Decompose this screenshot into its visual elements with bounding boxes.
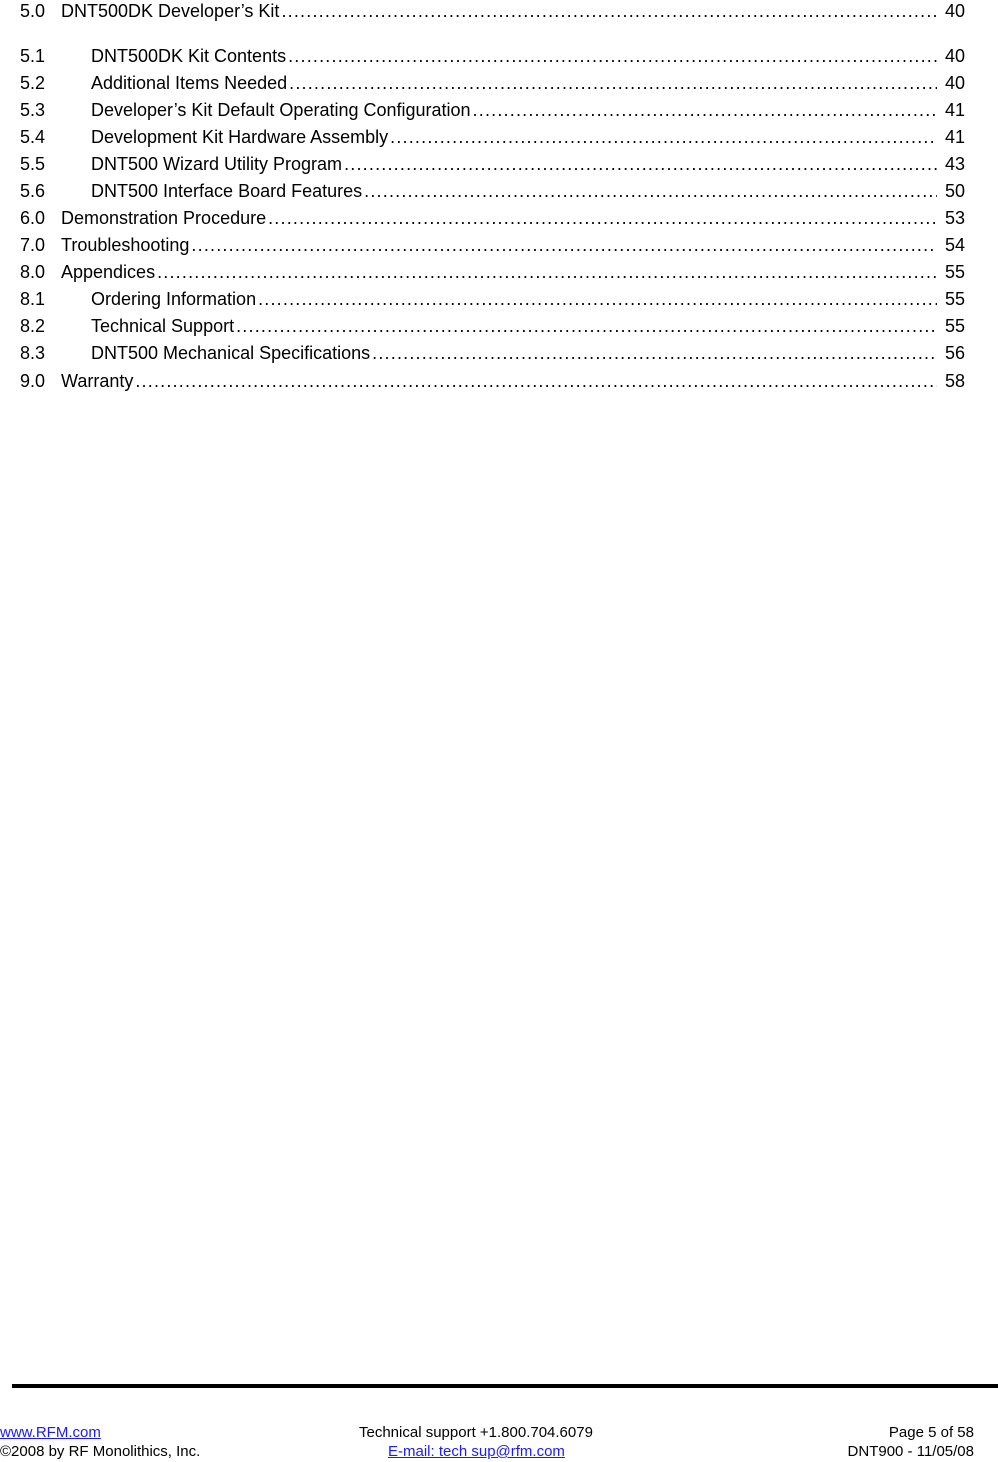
toc-page-number: 43	[944, 154, 965, 174]
toc-title: Technical Support	[91, 316, 235, 336]
toc-title: DNT500 Wizard Utility Program	[91, 154, 343, 174]
toc-number: 5.4	[20, 127, 46, 147]
toc-entry[interactable]	[20, 99, 965, 121]
toc-number: 8.3	[20, 343, 46, 363]
toc-number: 7.0	[20, 235, 46, 255]
copyright-text: ©2008 by RF Monolithics, Inc.	[0, 1443, 201, 1460]
toc-number: 5.0	[20, 1, 46, 21]
toc-number: 5.6	[20, 181, 46, 201]
toc-entry[interactable]	[20, 342, 965, 364]
toc-page-number: 41	[944, 127, 965, 147]
toc-number: 8.0	[20, 262, 46, 282]
toc-leader	[288, 45, 937, 67]
toc-leader	[473, 99, 937, 121]
footer-divider	[12, 1384, 998, 1388]
toc-entry[interactable]	[20, 180, 965, 202]
toc-entry[interactable]	[20, 261, 965, 283]
toc-page-number: 56	[944, 343, 965, 363]
toc-number: 9.0	[20, 371, 46, 391]
toc-title: Demonstration Procedure	[61, 208, 267, 228]
toc-page-number: 40	[944, 73, 965, 93]
document-id: DNT900 - 11/05/08	[847, 1443, 974, 1460]
toc-leader	[236, 315, 937, 337]
toc-entry[interactable]	[20, 234, 965, 256]
toc-number: 5.2	[20, 73, 46, 93]
toc-leader	[289, 72, 937, 94]
toc-page-number: 55	[944, 316, 965, 336]
toc-title: Developer’s Kit Default Operating Configuration	[91, 100, 471, 120]
toc-page-number: 53	[944, 208, 965, 228]
toc-title: DNT500DK Developer’s Kit	[61, 1, 280, 21]
toc-number: 6.0	[20, 208, 46, 228]
toc-page-number: 55	[944, 289, 965, 309]
toc-title: Ordering Information	[91, 289, 257, 309]
toc-entry[interactable]	[20, 153, 965, 175]
toc-title: Troubleshooting	[61, 235, 190, 255]
toc-entry[interactable]	[20, 288, 965, 310]
support-phone: Technical support +1.800.704.6079	[359, 1424, 593, 1441]
toc-entry[interactable]	[20, 72, 965, 94]
toc-title: DNT500 Interface Board Features	[91, 181, 363, 201]
toc-number: 5.5	[20, 154, 46, 174]
toc-entry[interactable]	[20, 370, 965, 392]
toc-page-number: 55	[944, 262, 965, 282]
toc-page-number: 58	[944, 371, 965, 391]
toc-entry[interactable]	[20, 315, 965, 337]
toc-number: 8.1	[20, 289, 46, 309]
toc-page-number: 54	[944, 235, 965, 255]
toc-leader	[191, 234, 937, 256]
toc-number: 8.2	[20, 316, 46, 336]
toc-leader	[281, 0, 937, 22]
toc-page-number: 40	[944, 46, 965, 66]
toc-title: Warranty	[61, 371, 134, 391]
toc-title: DNT500 Mechanical Specifications	[91, 343, 371, 363]
website-link[interactable]: www.RFM.com	[0, 1424, 101, 1441]
toc-entry[interactable]	[20, 45, 965, 67]
toc-page-number: 40	[944, 1, 965, 21]
toc-leader	[157, 261, 937, 283]
toc-title: DNT500DK Kit Contents	[91, 46, 287, 66]
support-email-link[interactable]: E-mail: tech sup@rfm.com	[388, 1443, 565, 1460]
toc-leader	[390, 126, 937, 148]
toc-leader	[268, 207, 937, 229]
toc-entry[interactable]	[20, 207, 965, 229]
toc-page-number: 41	[944, 100, 965, 120]
toc-leader	[364, 180, 937, 202]
toc-number: 5.3	[20, 100, 46, 120]
toc-number: 5.1	[20, 46, 46, 66]
page-number: Page 5 of 58	[888, 1424, 974, 1441]
toc-entry[interactable]	[20, 0, 965, 22]
toc-leader	[135, 370, 937, 392]
toc-page-number: 50	[944, 181, 965, 201]
toc-title: Additional Items Needed	[91, 73, 288, 93]
toc-title: Development Kit Hardware Assembly	[91, 127, 389, 147]
toc-entry[interactable]	[20, 126, 965, 148]
toc-leader	[258, 288, 937, 310]
toc-title: Appendices	[61, 262, 156, 282]
toc-leader	[372, 342, 937, 364]
toc-leader	[344, 153, 937, 175]
